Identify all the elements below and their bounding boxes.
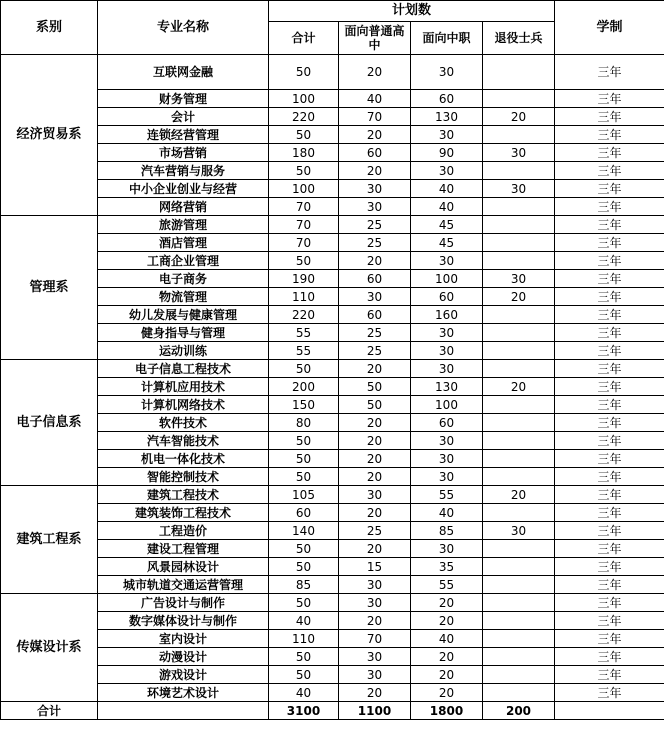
total-cell: 100 [269,90,339,108]
total-cell: 50 [269,468,339,486]
vocational-cell: 30 [411,324,483,342]
table-row [1,90,664,108]
vocational-cell: 130 [411,378,483,396]
header-highschool: 面向普通高中 [339,22,411,55]
veteran-cell: 20 [483,288,555,306]
duration-cell: 三年 [555,90,664,108]
total-cell: 50 [269,666,339,684]
table-row [1,630,664,648]
vocational-cell: 20 [411,594,483,612]
major-cell: 运动训练 [98,342,269,360]
vocational-cell: 60 [411,414,483,432]
highschool-cell: 30 [339,288,411,306]
total-cell: 60 [269,504,339,522]
duration-cell: 三年 [555,594,664,612]
major-cell: 网络营销 [98,198,269,216]
total-cell: 50 [269,126,339,144]
total-cell: 110 [269,288,339,306]
highschool-cell: 20 [339,126,411,144]
major-cell: 财务管理 [98,90,269,108]
table-row [1,666,664,684]
major-cell: 广告设计与制作 [98,594,269,612]
vocational-cell: 160 [411,306,483,324]
header-vocational: 面向中职 [411,22,483,55]
highschool-cell: 30 [339,486,411,504]
summary-empty [98,702,269,720]
major-cell: 建筑装饰工程技术 [98,504,269,522]
duration-cell: 三年 [555,414,664,432]
duration-cell: 三年 [555,450,664,468]
veteran-cell [483,55,555,90]
vocational-cell: 85 [411,522,483,540]
major-cell: 电子商务 [98,270,269,288]
duration-cell: 三年 [555,252,664,270]
major-cell: 数字媒体设计与制作 [98,612,269,630]
duration-cell: 三年 [555,342,664,360]
total-cell: 50 [269,648,339,666]
major-cell: 电子信息工程技术 [98,360,269,378]
table-row [1,684,664,702]
table-row [1,396,664,414]
highschool-cell: 60 [339,144,411,162]
veteran-cell: 20 [483,108,555,126]
major-cell: 市场营销 [98,144,269,162]
table-row [1,522,664,540]
vocational-cell: 45 [411,234,483,252]
vocational-cell: 55 [411,486,483,504]
highschool-cell: 20 [339,468,411,486]
highschool-cell: 20 [339,252,411,270]
vocational-cell: 40 [411,180,483,198]
highschool-cell: 20 [339,55,411,90]
veteran-cell [483,306,555,324]
duration-cell: 三年 [555,666,664,684]
highschool-cell: 30 [339,648,411,666]
header-duration: 学制 [555,1,664,55]
veteran-cell [483,558,555,576]
major-cell: 风景园林设计 [98,558,269,576]
summary-vocational: 1800 [411,702,483,720]
total-cell: 220 [269,306,339,324]
highschool-cell: 20 [339,162,411,180]
veteran-cell [483,126,555,144]
total-cell: 80 [269,414,339,432]
highschool-cell: 15 [339,558,411,576]
table-row [1,216,664,234]
major-cell: 中小企业创业与经营 [98,180,269,198]
total-cell: 40 [269,612,339,630]
major-cell: 工程造价 [98,522,269,540]
table-row [1,450,664,468]
total-cell: 220 [269,108,339,126]
table-row [1,234,664,252]
duration-cell: 三年 [555,540,664,558]
veteran-cell [483,540,555,558]
highschool-cell: 30 [339,576,411,594]
duration-cell: 三年 [555,288,664,306]
table-row [1,198,664,216]
major-cell: 汽车营销与服务 [98,162,269,180]
highschool-cell: 25 [339,522,411,540]
duration-cell: 三年 [555,180,664,198]
highschool-cell: 25 [339,324,411,342]
major-cell: 汽车智能技术 [98,432,269,450]
vocational-cell: 30 [411,450,483,468]
total-cell: 55 [269,342,339,360]
major-cell: 建筑工程技术 [98,486,269,504]
duration-cell: 三年 [555,126,664,144]
veteran-cell [483,414,555,432]
veteran-cell: 30 [483,144,555,162]
table-row [1,648,664,666]
major-cell: 计算机应用技术 [98,378,269,396]
vocational-cell: 100 [411,270,483,288]
duration-cell: 三年 [555,306,664,324]
table-row [1,55,664,90]
total-cell: 50 [269,360,339,378]
veteran-cell [483,432,555,450]
table-row [1,576,664,594]
header-plan: 计划数 [269,1,555,22]
highschool-cell: 30 [339,666,411,684]
vocational-cell: 20 [411,612,483,630]
summary-duration [555,702,664,720]
duration-cell: 三年 [555,648,664,666]
highschool-cell: 70 [339,630,411,648]
summary-row [1,702,664,720]
vocational-cell: 35 [411,558,483,576]
veteran-cell [483,450,555,468]
duration-cell: 三年 [555,504,664,522]
highschool-cell: 20 [339,504,411,522]
vocational-cell: 30 [411,55,483,90]
veteran-cell [483,648,555,666]
veteran-cell [483,252,555,270]
veteran-cell [483,504,555,522]
table-row [1,504,664,522]
major-cell: 会计 [98,108,269,126]
veteran-cell [483,342,555,360]
table-row [1,342,664,360]
vocational-cell: 30 [411,432,483,450]
duration-cell: 三年 [555,324,664,342]
total-cell: 70 [269,216,339,234]
duration-cell: 三年 [555,522,664,540]
table-row [1,378,664,396]
duration-cell: 三年 [555,216,664,234]
major-cell: 城市轨道交通运营管理 [98,576,269,594]
duration-cell: 三年 [555,396,664,414]
veteran-cell [483,324,555,342]
major-cell: 游戏设计 [98,666,269,684]
major-cell: 建设工程管理 [98,540,269,558]
major-cell: 酒店管理 [98,234,269,252]
header-major: 专业名称 [98,1,269,55]
vocational-cell: 30 [411,360,483,378]
table-row [1,468,664,486]
major-cell: 室内设计 [98,630,269,648]
table-row [1,558,664,576]
duration-cell: 三年 [555,468,664,486]
vocational-cell: 45 [411,216,483,234]
total-cell: 50 [269,558,339,576]
vocational-cell: 20 [411,684,483,702]
dept-cell: 管理系 [1,216,98,360]
veteran-cell [483,666,555,684]
veteran-cell [483,630,555,648]
veteran-cell: 30 [483,180,555,198]
total-cell: 110 [269,630,339,648]
highschool-cell: 50 [339,378,411,396]
veteran-cell [483,612,555,630]
veteran-cell: 30 [483,270,555,288]
veteran-cell: 20 [483,486,555,504]
vocational-cell: 30 [411,342,483,360]
vocational-cell: 40 [411,630,483,648]
major-cell: 环境艺术设计 [98,684,269,702]
table-row [1,324,664,342]
veteran-cell [483,360,555,378]
major-cell: 智能控制技术 [98,468,269,486]
duration-cell: 三年 [555,234,664,252]
major-cell: 机电一体化技术 [98,450,269,468]
veteran-cell: 20 [483,378,555,396]
table-row [1,180,664,198]
veteran-cell: 30 [483,522,555,540]
summary-total: 3100 [269,702,339,720]
total-cell: 55 [269,324,339,342]
highschool-cell: 20 [339,612,411,630]
highschool-cell: 20 [339,432,411,450]
duration-cell: 三年 [555,558,664,576]
major-cell: 幼儿发展与健康管理 [98,306,269,324]
duration-cell: 三年 [555,55,664,90]
vocational-cell: 60 [411,288,483,306]
veteran-cell [483,90,555,108]
vocational-cell: 60 [411,90,483,108]
dept-cell: 经济贸易系 [1,55,98,216]
duration-cell: 三年 [555,360,664,378]
total-cell: 190 [269,270,339,288]
total-cell: 85 [269,576,339,594]
table-row [1,594,664,612]
summary-highschool: 1100 [339,702,411,720]
duration-cell: 三年 [555,576,664,594]
highschool-cell: 25 [339,342,411,360]
highschool-cell: 25 [339,216,411,234]
header-veteran: 退役士兵 [483,22,555,55]
major-cell: 连锁经营管理 [98,126,269,144]
veteran-cell [483,216,555,234]
duration-cell: 三年 [555,270,664,288]
highschool-cell: 30 [339,594,411,612]
total-cell: 70 [269,234,339,252]
total-cell: 40 [269,684,339,702]
highschool-cell: 60 [339,270,411,288]
highschool-cell: 25 [339,234,411,252]
summary-label: 合计 [1,702,98,720]
total-cell: 150 [269,396,339,414]
table-row [1,486,664,504]
duration-cell: 三年 [555,144,664,162]
dept-cell: 传媒设计系 [1,594,98,702]
vocational-cell: 40 [411,504,483,522]
vocational-cell: 20 [411,648,483,666]
total-cell: 50 [269,162,339,180]
vocational-cell: 30 [411,252,483,270]
vocational-cell: 130 [411,108,483,126]
veteran-cell [483,162,555,180]
veteran-cell [483,198,555,216]
vocational-cell: 90 [411,144,483,162]
major-cell: 动漫设计 [98,648,269,666]
vocational-cell: 30 [411,162,483,180]
veteran-cell [483,684,555,702]
table-row [1,414,664,432]
table-row [1,360,664,378]
veteran-cell [483,594,555,612]
major-cell: 旅游管理 [98,216,269,234]
table-row [1,252,664,270]
table-row [1,540,664,558]
highschool-cell: 30 [339,198,411,216]
table-row [1,162,664,180]
header-dept: 系别 [1,1,98,55]
vocational-cell: 20 [411,666,483,684]
vocational-cell: 30 [411,468,483,486]
table-row [1,288,664,306]
total-cell: 50 [269,540,339,558]
vocational-cell: 55 [411,576,483,594]
highschool-cell: 60 [339,306,411,324]
total-cell: 50 [269,594,339,612]
highschool-cell: 30 [339,180,411,198]
highschool-cell: 40 [339,90,411,108]
table-body [1,55,664,720]
duration-cell: 三年 [555,108,664,126]
table-row [1,126,664,144]
table-row [1,108,664,126]
duration-cell: 三年 [555,612,664,630]
highschool-cell: 20 [339,450,411,468]
duration-cell: 三年 [555,432,664,450]
total-cell: 50 [269,55,339,90]
vocational-cell: 30 [411,540,483,558]
veteran-cell [483,468,555,486]
duration-cell: 三年 [555,486,664,504]
highschool-cell: 20 [339,414,411,432]
major-cell: 物流管理 [98,288,269,306]
major-cell: 互联网金融 [98,55,269,90]
dept-cell: 建筑工程系 [1,486,98,594]
vocational-cell: 40 [411,198,483,216]
summary-veteran: 200 [483,702,555,720]
table-row [1,612,664,630]
duration-cell: 三年 [555,684,664,702]
table-row [1,306,664,324]
total-cell: 50 [269,432,339,450]
total-cell: 200 [269,378,339,396]
total-cell: 50 [269,450,339,468]
header-total: 合计 [269,22,339,55]
major-cell: 软件技术 [98,414,269,432]
major-cell: 健身指导与管理 [98,324,269,342]
major-cell: 计算机网络技术 [98,396,269,414]
duration-cell: 三年 [555,378,664,396]
veteran-cell [483,234,555,252]
highschool-cell: 20 [339,684,411,702]
major-cell: 工商企业管理 [98,252,269,270]
total-cell: 50 [269,252,339,270]
total-cell: 140 [269,522,339,540]
veteran-cell [483,396,555,414]
total-cell: 70 [269,198,339,216]
total-cell: 180 [269,144,339,162]
highschool-cell: 20 [339,540,411,558]
veteran-cell [483,576,555,594]
duration-cell: 三年 [555,198,664,216]
duration-cell: 三年 [555,162,664,180]
total-cell: 100 [269,180,339,198]
table-row [1,270,664,288]
table-row [1,432,664,450]
table-row [1,144,664,162]
duration-cell: 三年 [555,630,664,648]
highschool-cell: 50 [339,396,411,414]
highschool-cell: 20 [339,360,411,378]
highschool-cell: 70 [339,108,411,126]
total-cell: 105 [269,486,339,504]
dept-cell: 电子信息系 [1,360,98,486]
vocational-cell: 100 [411,396,483,414]
vocational-cell: 30 [411,126,483,144]
